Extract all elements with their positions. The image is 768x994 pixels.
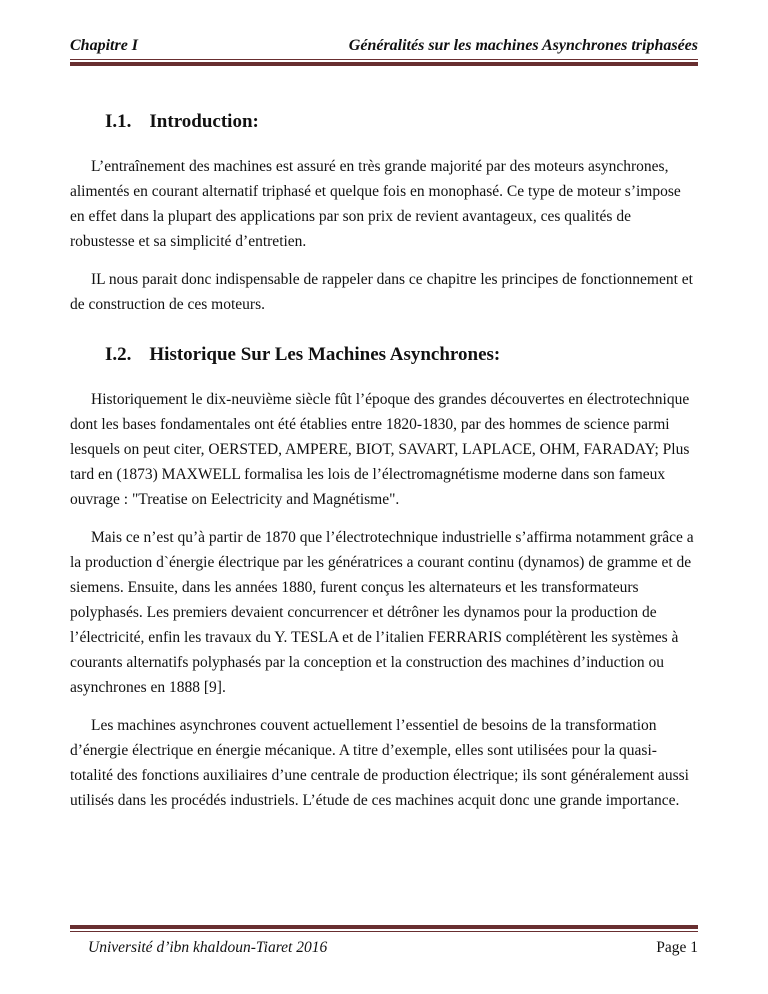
footer-rule (70, 925, 698, 932)
header-rule-thin-line (70, 59, 698, 60)
footer-institution-label: Université d’ibn khaldoun-Tiaret 2016 (88, 939, 328, 956)
header-row (70, 36, 698, 56)
header-chapter-label: Chapitre I (70, 37, 139, 54)
paragraph-intro-2: IL nous parait donc indispensable de rappeler dans ce chapitre les principes de fonctionnement et de construction de ces moteurs. (70, 271, 693, 313)
paragraph-historique-2: Mais ce n’est qu’à partir de 1870 que l’électrotechnique industrielle s’affirma notamment grâce a la production d`énergie électrique par les génératrices a courant continu (dynamos) de gramme et de siemens. Ensuite, dans les années 1880, furent conçus les alternateurs et les transformateurs polyphasés. Les premiers devaient concurrencer et détrôner les dynamos pour la production de l’électricité, enfin les travaux du Y. TESLA et de l’italien FERRARIS complétèrent les systèmes à courants alternatifs polyphasés par la conception et la construction des machines d’induction ou asynchrones en 1888 [9]. (70, 529, 694, 696)
document-body (70, 110, 698, 813)
header-rule (70, 59, 698, 66)
section-title: Historique Sur Les Machines Asynchrones: (149, 344, 501, 365)
footer-row (70, 938, 698, 958)
section-heading-introduction (105, 110, 698, 134)
header-rule-thick-line (70, 62, 698, 66)
page-header (70, 0, 698, 66)
paragraph-historique-3: Les machines asynchrones couvent actuellement l’essentiel de besoins de la transformation d’énergie électrique en énergie mécanique. A titre d’exemple, elles sont utilisées pour la quasi-totalité des fonctions auxiliaires d’une centrale de production électrique; ils sont généralement aussi utilisés dans les procédés industriels. L’étude de ces machines acquit donc une grande importance. (70, 717, 689, 809)
paragraph-historique-1: Historiquement le dix-neuvième siècle fût l’époque des grandes découvertes en électrotechnique dont les bases fondamentales ont été établies entre 1820-1830, par des hommes de science parmi lesquels on peut citer, OERSTED, AMPERE, BIOT, SAVART, LAPLACE, OHM, FARADAY; Plus tard en (1873) MAXWELL formalisa les lois de l’électromagnétisme moderne dans son fameux ouvrage : "Treatise on Eelectricity and Magnétisme". (70, 391, 690, 508)
header-document-title: Généralités sur les machines Asynchrones triphasées (348, 37, 698, 54)
page-footer (70, 925, 698, 958)
section-heading-historique (105, 343, 698, 367)
paragraph-intro-1: L’entraînement des machines est assuré en très grande majorité par des moteurs asynchrones, alimentés en courant alternatif triphasé et quelque fois en monophasé. Ce type de moteur s’impose en effet dans la plupart des applications par son prix de revient avantageux, ces qualités de robustesse et sa simplicité d’entretien. (70, 158, 681, 250)
section-title: Introduction: (149, 111, 259, 132)
footer-rule-thin-line (70, 931, 698, 932)
footer-page-number: Page 1 (656, 939, 698, 956)
footer-rule-thick-line (70, 925, 698, 929)
section-number: I.2. (105, 344, 132, 365)
section-number: I.1. (105, 111, 132, 132)
